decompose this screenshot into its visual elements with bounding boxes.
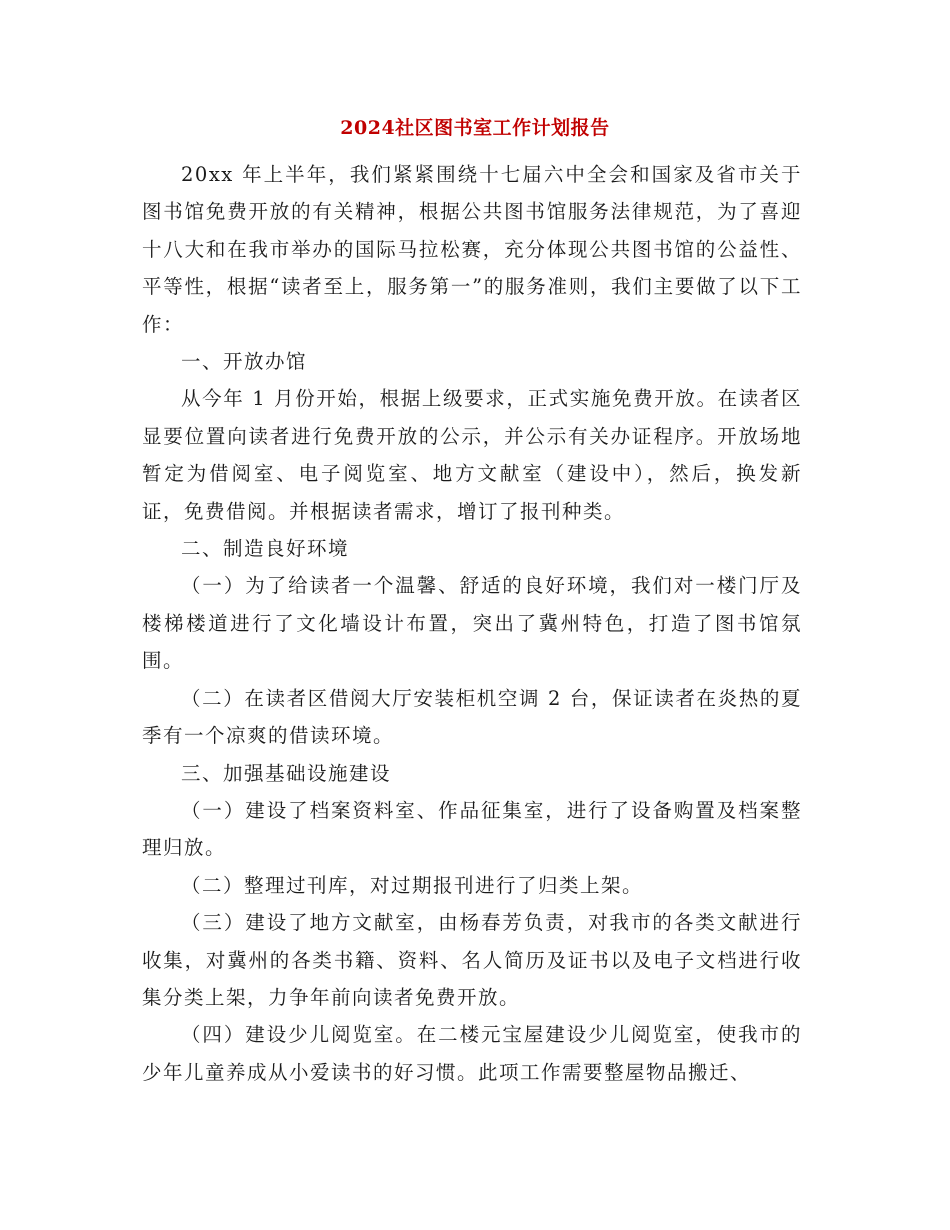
paragraph-infrastructure-2: （二）整理过刊库，对过期报刊进行了归类上架。: [181, 873, 644, 897]
paragraph-open-library: 从今年 1 月份开始，根据上级要求，正式实施免费开放。在读者区显要位置向读者进行免费开放的公示，并公示有关办证程序。开放场地暂定为借阅室、电子阅览室、地方文献室（建设中），然后，换发新证，免费借阅。并根据读者需求，增订了报刊种类。: [142, 387, 802, 523]
paragraph-environment-2: （二）在读者区借阅大厅安装柜机空调 2 台，保证读者在炎热的夏季有一个凉爽的借读环境。: [142, 686, 802, 748]
paragraph-intro: 20xx 年上半年，我们紧紧围绕十七届六中全会和国家及省市关于图书馆免费开放的有关精神，根据公共图书馆服务法律规范，为了喜迎十八大和在我市举办的国际马拉松赛，充分体现公共图书馆的公益性、平等性，根据“读者至上，服务第一”的服务准则，我们主要做了以下工作：: [142, 163, 802, 336]
section-heading-1: 一、开放办馆: [181, 350, 308, 374]
document-title: 2024社区图书室工作计划报告: [340, 117, 610, 139]
paragraph-infrastructure-1: （一）建设了档案资料室、作品征集室，进行了设备购置及档案整理归放。: [142, 798, 802, 860]
document-body: [142, 156, 802, 1091]
section-heading-3: 三、加强基础设施建设: [181, 761, 392, 785]
section-heading-2: 二、制造良好环境: [181, 537, 350, 561]
paragraph-environment-1: （一）为了给读者一个温馨、舒适的良好环境，我们对一楼门厅及楼梯楼道进行了文化墙设计布置，突出了冀州特色，打造了图书馆氛围。: [142, 574, 802, 673]
paragraph-infrastructure-4: （四）建设少儿阅览室。在二楼元宝屋建设少儿阅览室，使我市的少年儿童养成从小爱读书的好习惯。此项工作需要整屋物品搬迁、: [142, 1023, 802, 1084]
paragraph-infrastructure-3: （三）建设了地方文献室，由杨春芳负责，对我市的各类文献进行收集，对冀州的各类书籍、资料、名人简历及证书以及电子文档进行收集分类上架，力争年前向读者免费开放。: [142, 911, 802, 1009]
